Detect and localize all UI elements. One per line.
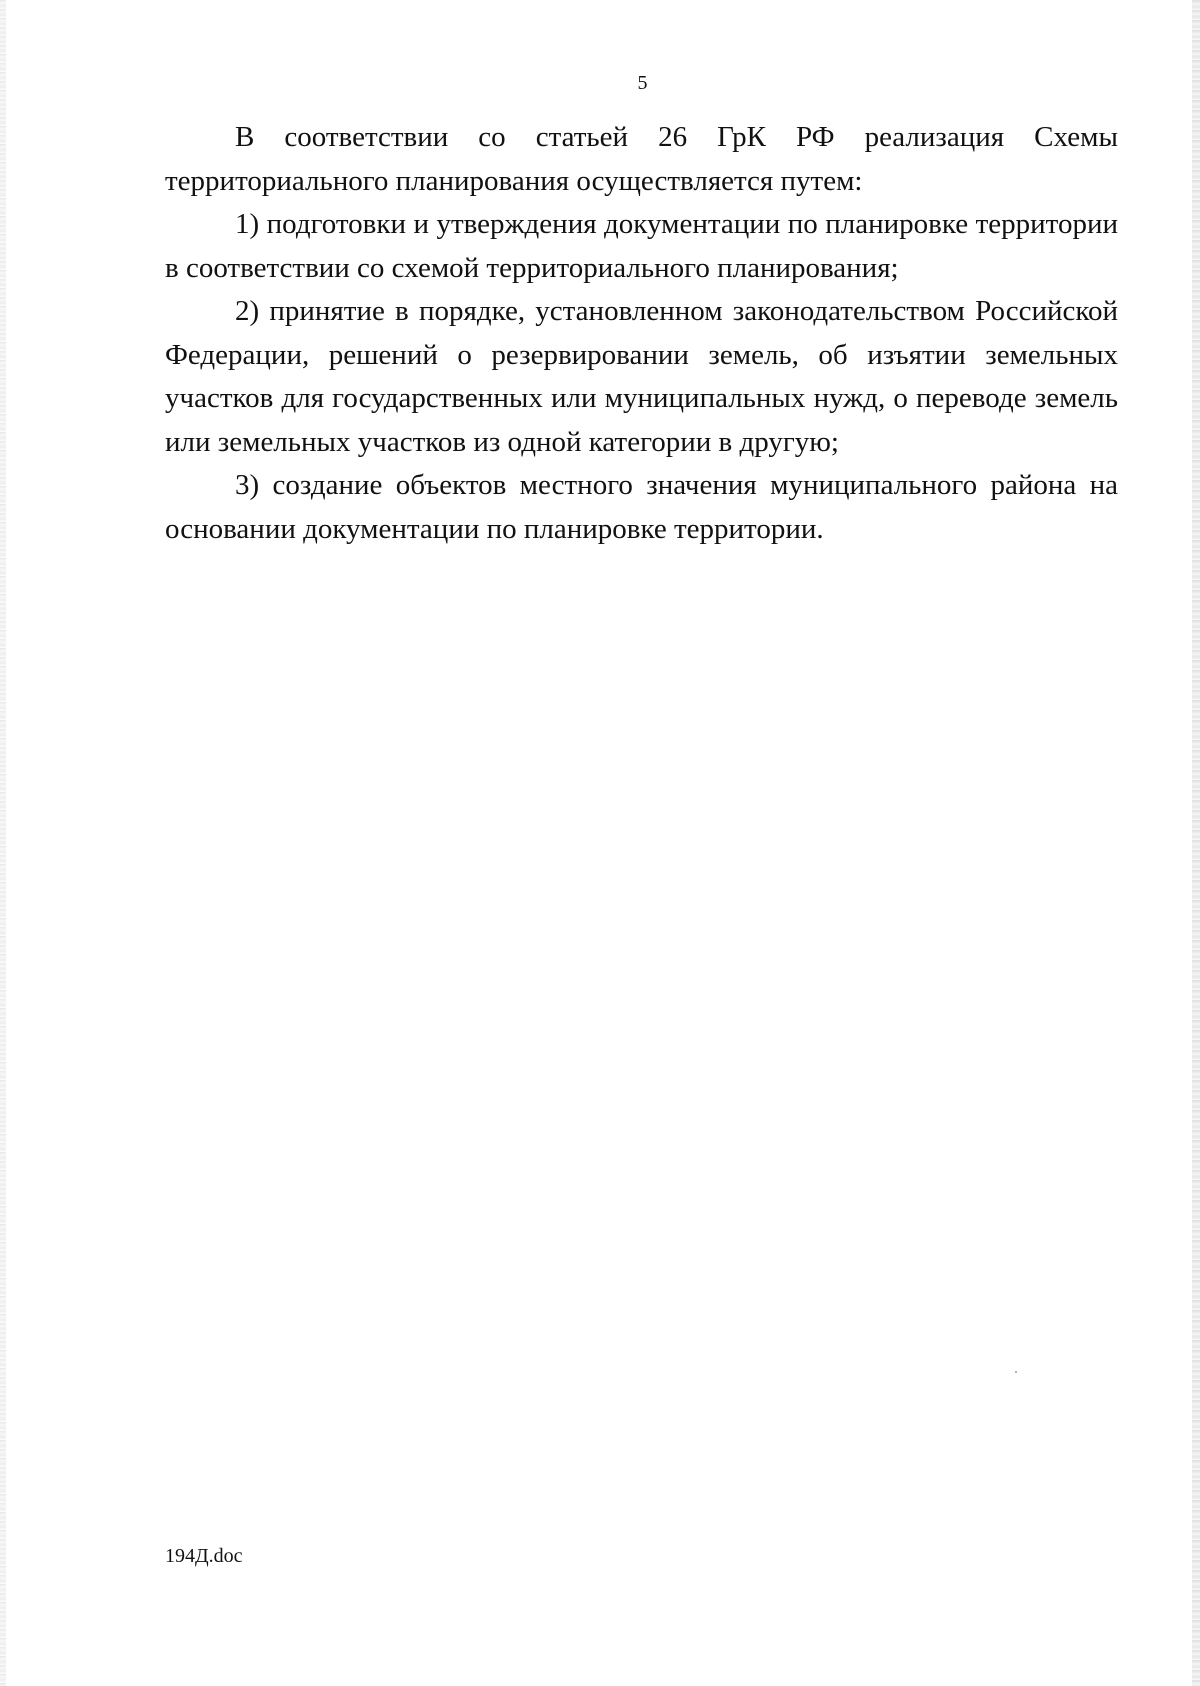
body-text <box>165 116 1118 551</box>
scan-edge-right <box>1192 0 1200 1686</box>
footer-filename: 194Д.doc <box>165 1545 243 1567</box>
paragraph-item-2: 2) принятие в порядке, установленном законодательством Российской Федерации, решений о резервировании земель, об изъятии земельных участков для государственных или муниципальных нужд, о переводе земель или земельных участков из одной категории в другую; <box>165 295 1118 458</box>
paragraph-item-3: 3) создание объектов местного значения муниципального района на основании документации по планировке территории. <box>165 469 1118 545</box>
scan-speck <box>1015 1371 1017 1373</box>
scan-edge-left <box>0 0 6 1686</box>
paragraph-intro: В соответствии со статьей 26 ГрК РФ реализация Схемы территориального планирования осуществляется путем: <box>165 121 1118 197</box>
paragraph-item-1: 1) подготовки и утверждения документации по планировке территории в соответствии со схемой территориального планирования; <box>165 208 1118 284</box>
page-number: 5 <box>637 72 648 94</box>
